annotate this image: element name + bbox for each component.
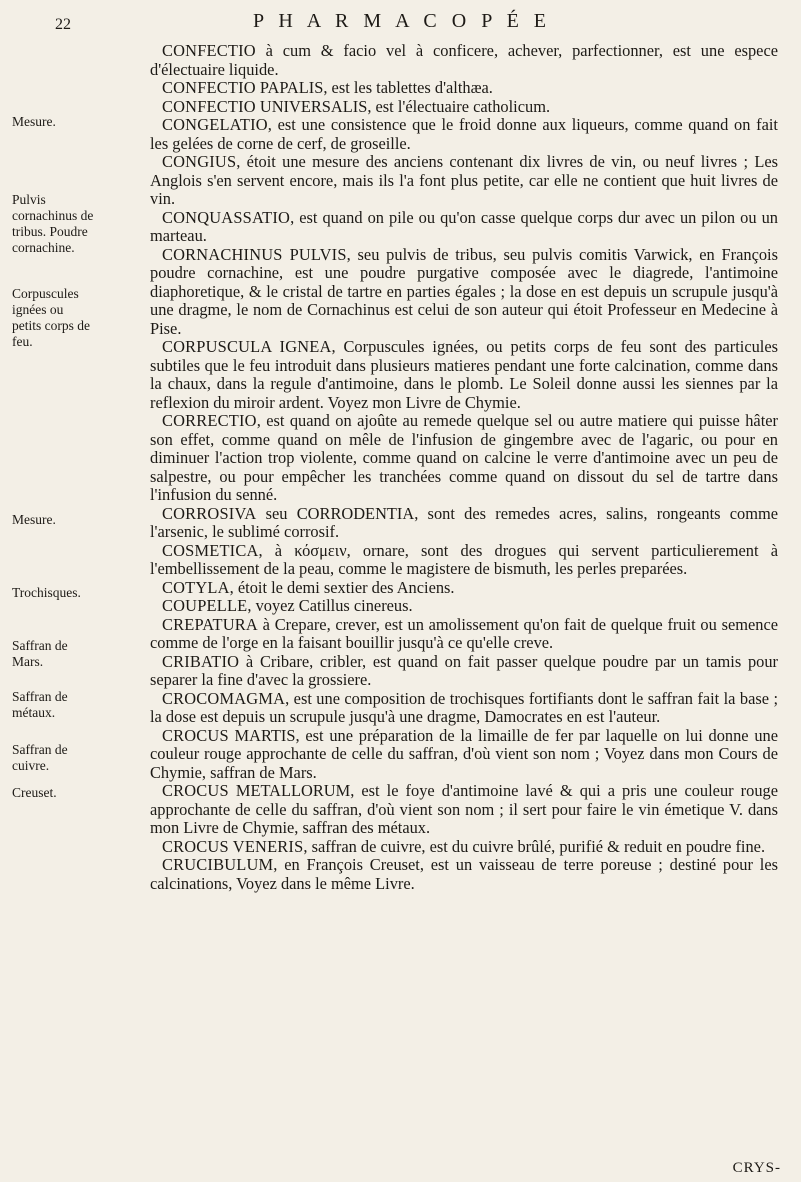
entry-congius [150, 153, 778, 209]
definition: , est une consistence que le froid donne aux liqueurs, comme quand on fait les gelées de corne de cerf, de groseille. [150, 115, 778, 153]
headword: CONQUASSATIO [162, 207, 291, 227]
page-number: 22 [55, 16, 71, 33]
definition: , voyez Catillus cinereus. [247, 596, 413, 615]
headword: CORNACHINUS PULVIS [162, 244, 347, 264]
entry-crucibulum [150, 856, 778, 893]
headword: COTYLA [162, 577, 230, 597]
definition: MARTIS, est une préparation de la limaille de fer par laquelle on lui donne une couleur rouge approchante de celle du saffran, d'où vient son nom ; Voyez dans mon Cours de Chymie, saffran de Mars. [150, 725, 778, 782]
headword: CONGIUS [162, 152, 237, 171]
headword: CONFECTIO [162, 78, 256, 97]
headword: CORPUSCULA IGNEA [162, 337, 332, 356]
headword: CROCUS [162, 725, 229, 745]
margin-note-mesure-2: Mesure. [12, 512, 56, 527]
entry-corrosiva [150, 505, 778, 542]
headword: CORRECTIO [162, 411, 257, 430]
margin-note-trochisques: Trochisques. [12, 585, 81, 600]
entry-confectio-papalis [150, 79, 778, 98]
entry-congelatio [150, 116, 778, 153]
headword: CREPATURA [162, 614, 258, 634]
headword: CONGELATIO [162, 115, 268, 134]
definition: UNIVERSALIS, est l'électuaire catholicum. [255, 96, 551, 116]
margin-note-mesure-1: Mesure. [12, 114, 56, 129]
definition: , seu pulvis de tribus, seu pulvis comitis Varwick, en François poudre cornachine, est une poudre purgative composée avec le diagrede, l'antimoine diaphoretique, & le cristal de tartre en parties égales ; la dose en est depuis un scrupule jusqu'à une dragme, le nom de Cornachinus est celui de son auteur qui étoit Professeur en Medecine à Pise. [150, 244, 778, 338]
page-header [0, 10, 801, 36]
running-title: P H A R M A C O P É E [253, 10, 552, 32]
margin-note-saffran-cuivre: Saffran de cuivre. [12, 742, 68, 773]
definition: à Cribare, cribler, est quand on fait passer quelque poudre par un tamis pour separer la fine d'avec la grossiere. [150, 651, 778, 689]
definition: , est quand on pile ou qu'on casse quelque corps dur avec un pilon ou un marteau. [150, 207, 778, 245]
entry-crocomagma [150, 690, 778, 727]
headword: CROCUS [162, 781, 229, 800]
definition: seu CORRODENTIA, sont des remedes acres, salins, rongeants comme l'arsenic, le sublimé corrosif. [150, 503, 778, 541]
entry-conquassatio [150, 209, 778, 246]
definition: , est quand on ajoûte au remede quelque sel ou autre matiere qui puisse hâter son effet, comme quand on mêle de l'infusion de gingembre avec de l'agaric, ou pour en diminuer l'action trop violente, comme quand on calcine le verre d'antimoine avec un peu de salpestre, ou pour empêcher les tranchées comme quand on dissout du sel de tartre dans l'infusion du senné. [150, 411, 778, 504]
entry-cornachinus-pulvis [150, 246, 778, 339]
headword: COUPELLE [162, 596, 248, 615]
entry-confectio-universalis [150, 98, 778, 117]
catchword: CRYS- [732, 1160, 781, 1176]
dictionary-body [150, 42, 778, 893]
headword: COSMETICA [162, 540, 259, 560]
headword: CROCUS VENERIS [162, 836, 304, 856]
entry-cribatio [150, 653, 778, 690]
entry-corpuscula-ignea [150, 338, 778, 412]
definition: à Crepare, crever, est un amolissement qu'on fait de quelque fruit ou semence comme de l'orge en la faisant bouillir jusqu'à ce qu'elle creve. [150, 614, 778, 652]
entry-cosmetica [150, 542, 778, 579]
entry-crocus-veneris [150, 838, 778, 857]
entry-correctio [150, 412, 778, 505]
entry-cotyla [150, 579, 778, 598]
definition: , saffran de cuivre, est du cuivre brûlé, purifié & reduit en poudre fine. [303, 836, 766, 856]
headword: CRIBATIO [162, 651, 240, 671]
margin-note-corpuscules: Corpuscules ignées ou petits corps de feu. [12, 286, 90, 349]
margin-note-saffran-mars: Saffran de Mars. [12, 638, 68, 669]
definition: , est une composition de trochisques fortifiants dont le saffran fait la base ; la dose est depuis un scrupule jusqu'à une dragme, Damocrates en est l'auteur. [150, 688, 778, 726]
margin-note-cornachinus: Pulvis cornachinus de tribus. Poudre cornachine. [12, 192, 94, 255]
definition: , en François Creuset, est un vaisseau de terre poreuse ; destiné pour les calcinations, Voyez dans le même Livre. [150, 855, 778, 893]
definition: à cum & facio vel à conficere, achever, parfectionner, est une espece d'électuaire liquide. [150, 41, 778, 79]
entry-coupelle [150, 597, 778, 616]
definition: , Corpuscules ignées, ou petits corps de feu sont des particules subtiles que le feu introduit dans plusieurs matieres pendant une forte calcination, comme dans la chaux, dans la regule d'antimoine, dans le plomb. Le Soleil donne aussi les siennes par la reflexion du miroir ardent. Voyez mon Livre de Chymie. [150, 337, 778, 412]
definition: , étoit le demi sextier des Anciens. [229, 577, 455, 597]
definition: METALLORUM, est le foye d'antimoine lavé & qui a pris une couleur rouge approchante de celle du saffran, d'où vient son nom ; il sert pour faire le vin émetique V. dans mon Livre de Chymie, saffran des métaux. [150, 781, 778, 837]
entry-crocus-martis [150, 727, 778, 783]
definition: PAPALIS, est les tablettes d'althæa. [255, 78, 493, 97]
entry-confectio [150, 42, 778, 79]
headword: CROCOMAGMA [162, 688, 286, 708]
headword: CRUCIBULUM [162, 855, 274, 874]
margin-note-creuset: Creuset. [12, 785, 57, 800]
headword: CONFECTIO [162, 96, 256, 116]
headword: CORROSIVA [162, 503, 257, 523]
margin-note-saffran-metaux: Saffran de métaux. [12, 689, 68, 720]
definition: , étoit une mesure des anciens contenant dix livres de vin, ou neuf livres ; Les Anglois s'en servent encore, mais ils l'a font plus petite, car elle ne contient que huit livres de vin. [150, 152, 778, 208]
entry-crepatura [150, 616, 778, 653]
headword: CONFECTIO [162, 41, 256, 60]
definition: , à κόσμειν, ornare, sont des drogues qui servent particulierement à l'embellissement de la peau, comme le magistere de bismuth, les perles preparées. [150, 540, 778, 578]
entry-crocus-metallorum [150, 782, 778, 838]
